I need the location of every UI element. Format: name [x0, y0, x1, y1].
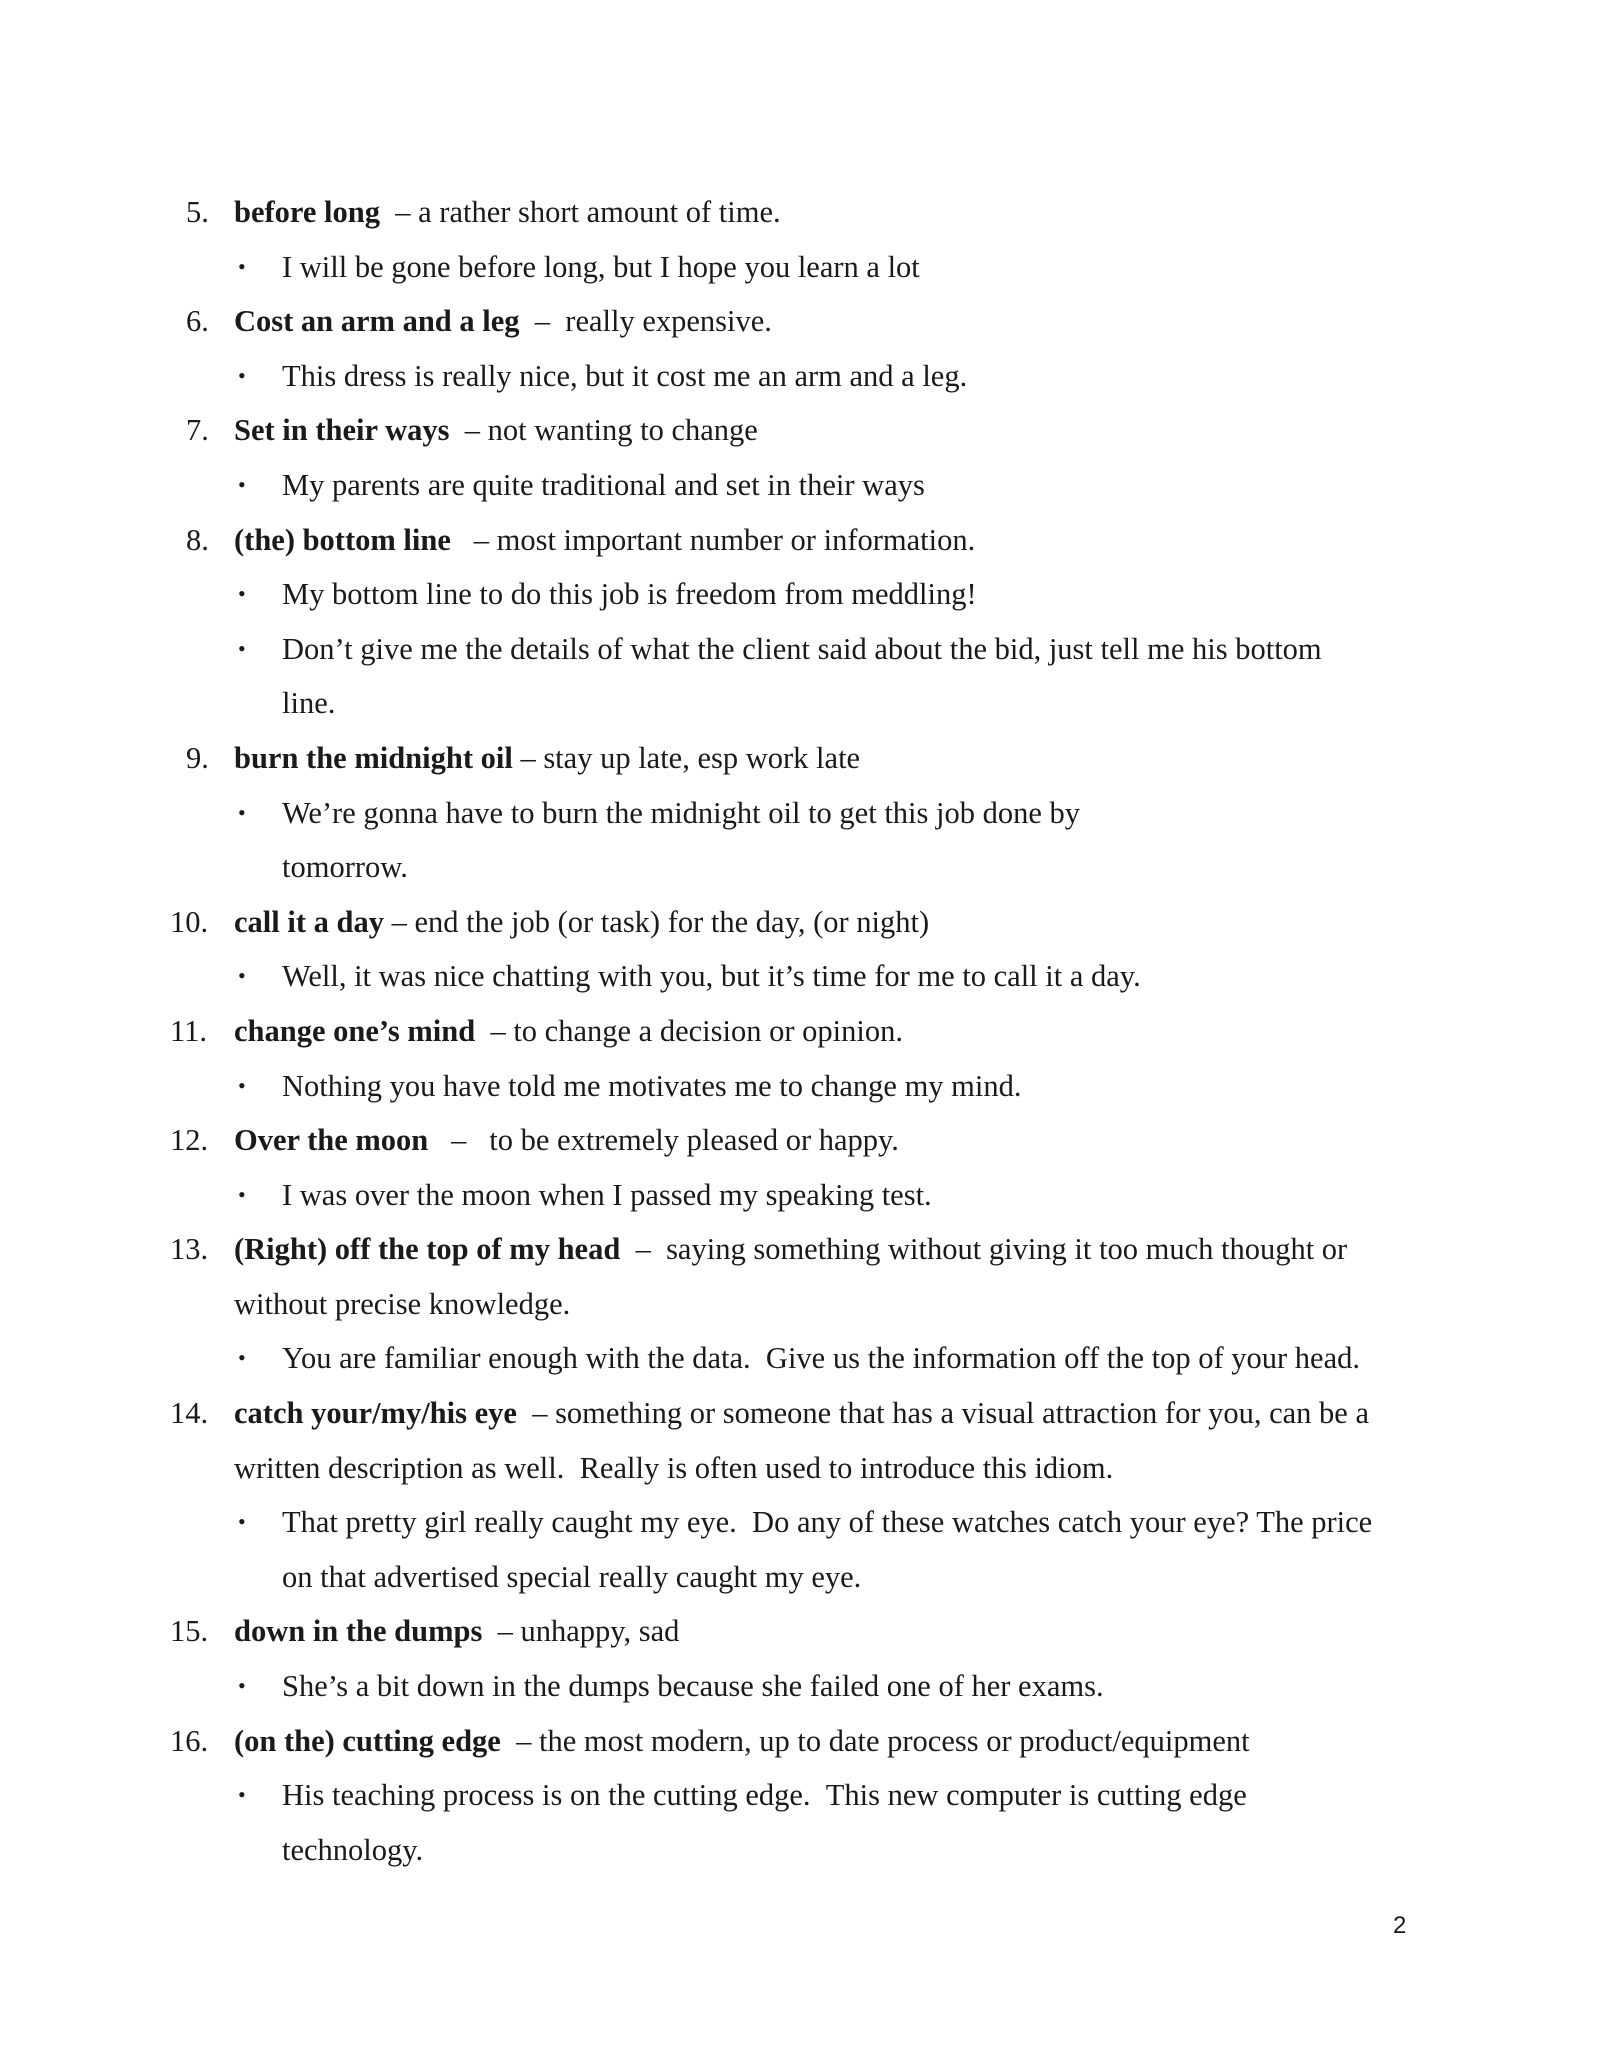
example-sentence — [186, 1495, 1426, 1550]
idiom-definition: – not wanting to change — [449, 413, 758, 448]
idiom-definition: – saying something without giving it too much thought or — [620, 1232, 1348, 1267]
idiom-term: burn the midnight oil — [234, 740, 513, 775]
idiom-term: (Right) off the top of my head — [234, 1232, 621, 1267]
idiom-definition: – a rather short amount of time. — [380, 195, 781, 229]
idiom-entry — [170, 1113, 1426, 1168]
entry-number: 8. — [186, 522, 209, 557]
example-text: This dress is really nice, but it cost me an arm and a leg. — [282, 358, 968, 393]
entry-number: 11. — [170, 1013, 207, 1048]
example-sentence — [186, 622, 1426, 677]
example-text: Well, it was nice chatting with you, but it’s time for me to call it a day. — [282, 959, 1141, 994]
idiom-term: (the) bottom line — [234, 522, 451, 557]
example-text: My bottom line to do this job is freedom from meddling! — [282, 577, 977, 612]
idiom-definition: – really expensive. — [519, 304, 772, 339]
idiom-term: down in the dumps — [234, 1614, 483, 1649]
idiom-definition: – to be extremely pleased or happy. — [428, 1123, 899, 1158]
idiom-definition: – end the job (or task) for the day, (or night) — [383, 904, 930, 939]
example-sentence-continued — [186, 1550, 1426, 1605]
bullet-icon: • — [238, 799, 246, 825]
bullet-icon: • — [238, 1181, 246, 1207]
bullet-icon: • — [238, 1782, 246, 1808]
example-sentence-continued — [186, 676, 1426, 731]
idiom-entry — [170, 1386, 1426, 1441]
example-sentence — [186, 458, 1426, 513]
example-text: You are familiar enough with the data. Give us the information off the top of your head. — [282, 1341, 1360, 1376]
bullet-icon: • — [238, 963, 246, 989]
entry-number: 6. — [186, 304, 209, 339]
entry-number: 14. — [170, 1396, 209, 1431]
idiom-term: change one’s mind — [234, 1013, 476, 1048]
bullet-icon: • — [238, 581, 246, 607]
entry-number: 10. — [170, 904, 209, 939]
example-sentence — [186, 949, 1426, 1004]
page-number: 2 — [1393, 1912, 1407, 1939]
idiom-definition: – stay up late, esp work late — [512, 740, 861, 775]
idiom-definition: – most important number or information. — [450, 522, 976, 557]
idiom-term: Over the moon — [234, 1123, 429, 1158]
entry-number: 15. — [170, 1614, 209, 1649]
example-sentence — [186, 1059, 1426, 1114]
idiom-term: call it a day — [234, 904, 384, 939]
example-sentence — [186, 1168, 1426, 1223]
bullet-icon: • — [238, 1509, 246, 1535]
example-sentence-continued — [186, 840, 1426, 895]
idiom-entry — [186, 731, 1426, 786]
example-text: Nothing you have told me motivates me to change my mind. — [282, 1068, 1022, 1103]
example-text: tomorrow. — [282, 850, 408, 885]
example-text: My parents are quite traditional and set in their ways — [282, 467, 925, 502]
idiom-term: catch your/my/his eye — [234, 1396, 517, 1431]
example-sentence — [186, 786, 1426, 841]
idiom-term: (on the) cutting edge — [234, 1723, 501, 1758]
bullet-icon: • — [238, 1072, 246, 1098]
example-text: technology. — [282, 1832, 424, 1867]
bullet-icon: • — [238, 635, 246, 661]
example-sentence-continued — [186, 1823, 1426, 1878]
idiom-definition-continued: without precise knowledge. — [234, 1286, 571, 1321]
idiom-entry — [186, 294, 1426, 349]
entry-number: 9. — [186, 740, 209, 775]
example-text: That pretty girl really caught my eye. Do any of these watches catch your eye? The price — [282, 1505, 1373, 1540]
entry-number: 7. — [186, 413, 209, 448]
entry-number: 13. — [170, 1232, 209, 1267]
example-text: I was over the moon when I passed my speaking test. — [282, 1177, 932, 1212]
idiom-entry — [186, 403, 1426, 458]
example-sentence — [186, 567, 1426, 622]
entry-number: 5. — [186, 195, 209, 229]
example-text: I will be gone before long, but I hope you learn a lot — [282, 249, 920, 284]
bullet-icon: • — [238, 1345, 246, 1371]
idiom-entry — [186, 185, 1426, 240]
idiom-entry — [170, 1004, 1426, 1059]
idiom-list — [170, 185, 1426, 1877]
example-text: She’s a bit down in the dumps because she failed one of her exams. — [282, 1669, 1104, 1704]
idiom-term: before long — [234, 195, 380, 229]
example-sentence — [186, 1659, 1426, 1714]
example-sentence — [186, 349, 1426, 404]
bullet-icon: • — [238, 1673, 246, 1699]
idiom-definition: – to change a decision or opinion. — [475, 1013, 903, 1048]
bullet-icon: • — [238, 471, 246, 497]
idiom-entry — [170, 1604, 1426, 1659]
example-sentence — [186, 1768, 1426, 1823]
example-sentence — [186, 240, 1426, 295]
example-sentence — [186, 1331, 1426, 1386]
idiom-definition: – something or someone that has a visual attraction for you, can be a — [516, 1396, 1370, 1431]
idiom-entry — [170, 895, 1426, 950]
example-text: line. — [282, 686, 336, 721]
idiom-entry — [170, 1714, 1426, 1769]
bullet-icon: • — [238, 253, 246, 279]
bullet-icon: • — [238, 362, 246, 388]
example-text: Don’t give me the details of what the client said about the bid, just tell me his bottom — [282, 631, 1322, 666]
idiom-definition: – the most modern, up to date process or product/equipment — [500, 1723, 1250, 1758]
entry-number: 12. — [170, 1123, 209, 1158]
idiom-entry — [186, 513, 1426, 568]
idiom-term: Cost an arm and a leg — [234, 304, 520, 339]
example-text: We’re gonna have to burn the midnight oil to get this job done by — [282, 795, 1081, 830]
idiom-term: Set in their ways — [234, 413, 450, 448]
example-text: on that advertised special really caught my eye. — [282, 1559, 862, 1594]
idiom-definition-continued: written description as well. Really is often used to introduce this idiom. — [234, 1450, 1114, 1485]
entry-number: 16. — [170, 1723, 209, 1758]
idiom-definition: – unhappy, sad — [482, 1614, 680, 1649]
idiom-entry — [170, 1222, 1426, 1277]
example-text: His teaching process is on the cutting edge. This new computer is cutting edge — [282, 1778, 1247, 1813]
